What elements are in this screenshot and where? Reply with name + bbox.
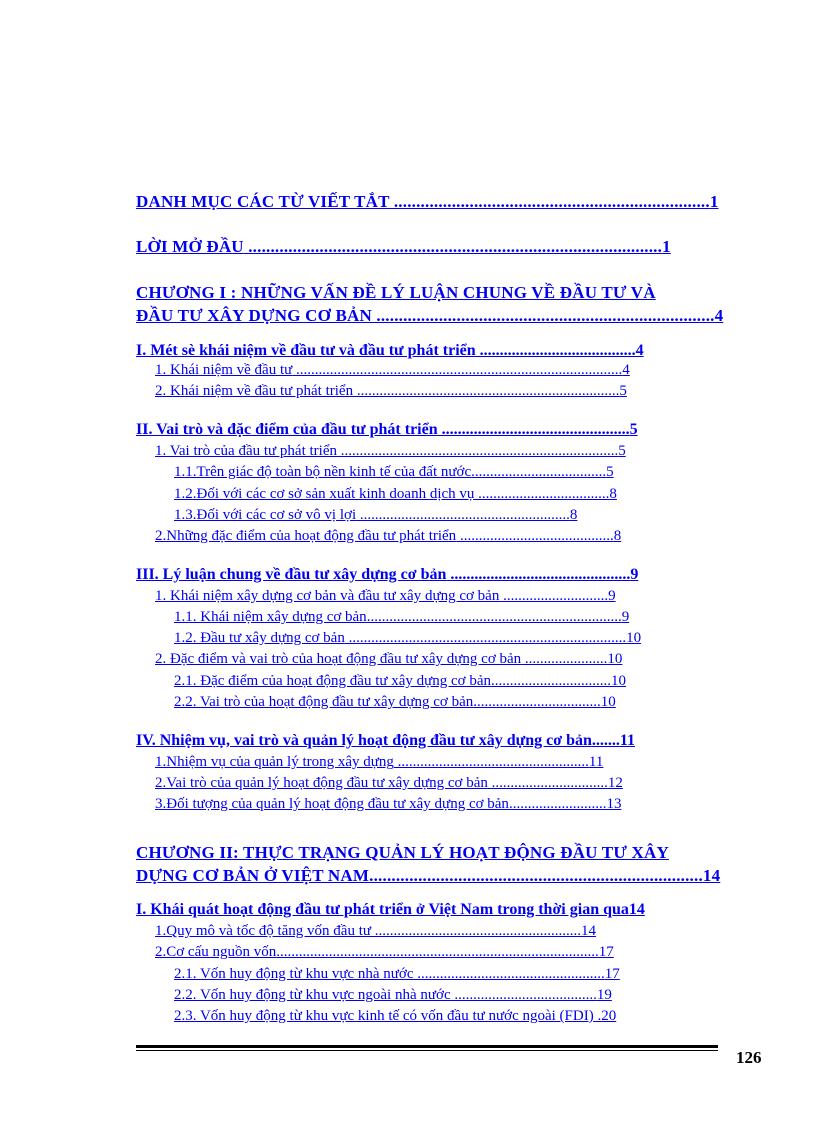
toc-entry-1-2-1-3[interactable]: 1.3.Đối với các cơ sở vô vị lợi ........................................................8 xyxy=(174,507,578,523)
toc-entry-section-1-2[interactable]: II. Vai trò và đặc điểm của đầu tư phát triển ...............................................5 xyxy=(136,421,638,438)
toc-entry-2-1-2-1[interactable]: 2.1. Vốn huy động từ khu vực nhà nước ..................................................17 xyxy=(174,966,620,982)
toc-entry-1-4-1[interactable]: 1.Nhiệm vụ của quản lý trong xây dựng ...................................................11 xyxy=(155,754,604,770)
toc-entry-1-3-1-1[interactable]: 1.1. Khái niệm xây dựng cơ bản....................................................................9 xyxy=(174,609,630,625)
toc-entry-2-1-2[interactable]: 2.Cơ cấu nguồn vốn......................................................................................17 xyxy=(155,944,614,960)
toc-entry-1-2-2[interactable]: 2.Những đặc điểm của hoạt động đầu tư phát triển .........................................8 xyxy=(155,528,622,544)
toc-entry-1-3-2-1[interactable]: 2.1. Đặc điểm của hoạt động đầu tư xây dựng cơ bản................................10 xyxy=(174,673,627,689)
toc-entry-1-3-1[interactable]: 1. Khái niệm xây dựng cơ bản và đầu tư xây dựng cơ bản ............................9 xyxy=(155,588,616,604)
toc-entry-1-2-1-1[interactable]: 1.1.Trên giác độ toàn bộ nền kinh tế của đất nước....................................5 xyxy=(174,464,614,480)
toc-entry-1-3-1-2[interactable]: 1.2. Đầu tư xây dựng cơ bản ..........................................................................10 xyxy=(174,630,642,646)
toc-entry-section-1-4[interactable]: IV. Nhiệm vụ, vai trò và quản lý hoạt động đầu tư xây dựng cơ bản.......11 xyxy=(136,732,635,749)
footer-rule-thin xyxy=(136,1050,718,1051)
toc-entry-2-1-1[interactable]: 1.Quy mô và tốc độ tăng vốn đầu tư .......................................................14 xyxy=(155,923,597,939)
toc-entry-section-1-3[interactable]: III. Lý luận chung về đầu tư xây dựng cơ bản .............................................9 xyxy=(136,566,639,583)
toc-entry-section-2-1[interactable]: I. Khái quát hoạt động đầu tư phát triển ở Việt Nam trong thời gian qua14 xyxy=(136,901,645,918)
toc-entry-1-3-2[interactable]: 2. Đặc điểm và vai trò của hoạt động đầu tư xây dựng cơ bản ......................10 xyxy=(155,651,623,667)
toc-entry-introduction[interactable]: LỜI MỞ ĐẦU .............................................................................................1 xyxy=(136,237,671,256)
page-number: 126 xyxy=(736,1048,762,1067)
toc-entry-chapter-1[interactable]: CHƯƠNG I : NHỮNG VẤN ĐỀ LÝ LUẬN CHUNG VỀ ĐẦU TƯ VÀ ĐẦU TƯ XÂY DỰNG CƠ BẢN ............................................................................4 xyxy=(136,283,724,325)
toc-entry-1-4-2[interactable]: 2.Vai trò của quản lý hoạt động đầu tư xây dựng cơ bản ...............................12 xyxy=(155,775,623,791)
toc-entry-abbreviations[interactable]: DANH MỤC CÁC TỪ VIẾT TẮT .......................................................................1 xyxy=(136,192,719,211)
toc-entry-chapter-2[interactable]: CHƯƠNG II: THỰC TRẠNG QUẢN LÝ HOẠT ĐỘNG ĐẦU TƯ XÂY DỰNG CƠ BẢN Ở VIỆT NAM...........................................................................14 xyxy=(136,843,721,885)
toc-entry-1-2-1-2[interactable]: 1.2.Đối với các cơ sở sản xuất kinh doanh dịch vụ ...................................8 xyxy=(174,486,617,502)
toc-entry-1-1-2[interactable]: 2. Khái niệm về đầu tư phát triển ......................................................................5 xyxy=(155,383,627,399)
toc-entry-1-4-3[interactable]: 3.Đối tượng của quản lý hoạt động đầu tư xây dựng cơ bản..........................13 xyxy=(155,796,622,812)
toc-entry-section-1-1[interactable]: I. Mét sè khái niệm về đầu tư và đầu tư phát triển .......................................4 xyxy=(136,342,644,359)
toc-entry-1-3-2-2[interactable]: 2.2. Vai trò của hoạt động đầu tư xây dựng cơ bản..................................10 xyxy=(174,694,616,710)
toc-entry-1-2-1[interactable]: 1. Vai trò của đầu tư phát triển ..........................................................................5 xyxy=(155,443,626,459)
footer-rule-thick xyxy=(136,1045,718,1048)
toc-entry-2-1-2-3[interactable]: 2.3. Vốn huy động từ khu vực kinh tế có vốn đầu tư nước ngoài (FDI) .20 xyxy=(174,1008,617,1024)
toc-entry-1-1-1[interactable]: 1. Khái niệm về đầu tư .......................................................................................4 xyxy=(155,362,630,378)
toc-entry-2-1-2-2[interactable]: 2.2. Vốn huy động từ khu vực ngoài nhà nước ......................................19 xyxy=(174,987,612,1003)
